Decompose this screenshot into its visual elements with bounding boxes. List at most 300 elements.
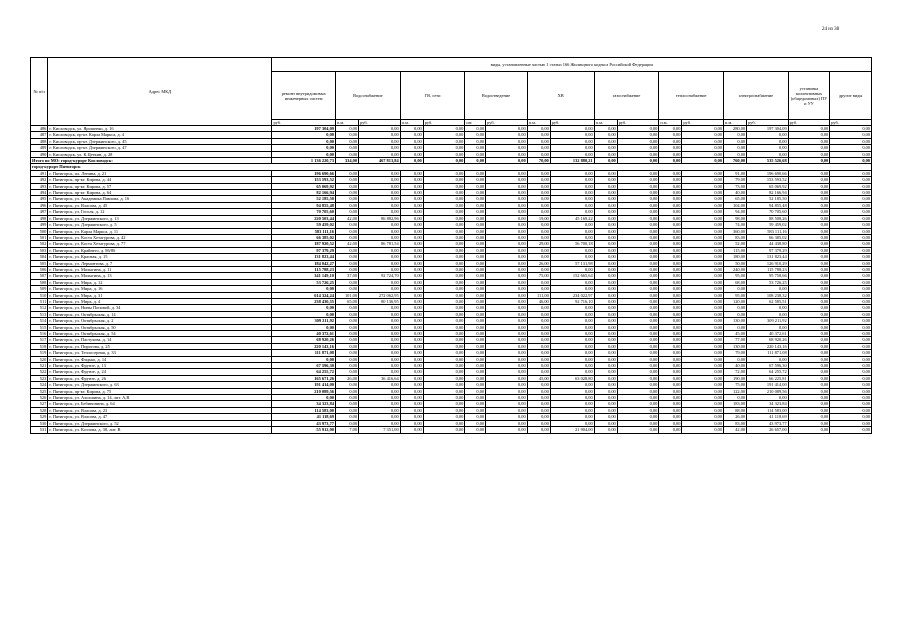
value-cell: 0,00 <box>594 228 617 234</box>
value-cell: 0,00 <box>724 151 747 157</box>
value-cell: 43 973,77 <box>747 420 789 426</box>
value-cell: 0,00 <box>400 158 423 164</box>
value-cell: 131 823,44 <box>747 254 789 260</box>
value-cell: 7 351,00 <box>359 427 401 433</box>
address-cell: г. Пятигорск, ул. Мира, д. 31 <box>48 292 272 298</box>
value-cell: 0,00 <box>400 407 423 413</box>
value-cell: 0,00 <box>617 241 659 247</box>
address-cell: г. Пятигорск, пр-кт. Кирова, д. 64 <box>48 190 272 196</box>
address-cell: г. Пятигорск, ул. Малыгина, д. 13 <box>48 273 272 279</box>
value-cell: 0,00 <box>830 343 872 349</box>
value-cell: 0,00 <box>335 414 358 420</box>
row-number: 494 <box>31 190 48 196</box>
value-cell: 0,00 <box>335 305 358 311</box>
value-cell: 0,00 <box>465 414 486 420</box>
address-cell: г. Пятигорск, пр-кт. Кирова, д. 44 <box>48 177 272 183</box>
value-cell: 130,00 <box>724 318 747 324</box>
value-cell: 0,00 <box>830 401 872 407</box>
value-cell: 191 414,00 <box>272 382 336 388</box>
value-cell: 0,00 <box>527 414 550 420</box>
value-cell: 0,00 <box>830 395 872 401</box>
value-cell: 0,00 <box>682 292 724 298</box>
value-cell: 0,00 <box>400 222 423 228</box>
address-cell: г. Пятигорск, ул. Коста Хетагурова, д. 77 <box>48 241 272 247</box>
value-cell: 0,00 <box>272 145 336 151</box>
address-cell: г. Пятигорск, ул. Пастухова, д. 14 <box>48 337 272 343</box>
value-cell: 0,00 <box>465 247 486 253</box>
value-cell: 26 657,00 <box>747 427 789 433</box>
value-cell: 0,00 <box>617 132 659 138</box>
value-cell: 0,00 <box>359 145 401 151</box>
value-cell: 0,00 <box>550 145 594 151</box>
value-cell: 0,00 <box>527 247 550 253</box>
value-cell: 0,00 <box>423 247 465 253</box>
value-cell: 0,00 <box>400 202 423 208</box>
row-number: 521 <box>31 363 48 369</box>
value-cell: 0,00 <box>527 190 550 196</box>
value-cell: 0,00 <box>359 190 401 196</box>
value-cell: 0,00 <box>465 266 486 272</box>
value-cell: 0,00 <box>788 126 830 132</box>
value-cell: 0,00 <box>788 427 830 433</box>
value-cell: 72,00 <box>724 369 747 375</box>
value-cell: 0,00 <box>788 388 830 394</box>
value-cell: 309 211,92 <box>272 318 336 324</box>
value-cell: 0,00 <box>594 318 617 324</box>
value-cell: 0,00 <box>359 350 401 356</box>
value-cell: 0,00 <box>486 420 528 426</box>
row-number: 517 <box>31 337 48 343</box>
row-number: 496 <box>31 202 48 208</box>
value-cell: 0,00 <box>594 369 617 375</box>
value-cell: 0,00 <box>272 356 336 362</box>
value-cell: 0,00 <box>527 350 550 356</box>
value-cell: 0,00 <box>830 279 872 285</box>
address-cell: г. Пятигорск, ул. Пирогова, д. 25 <box>48 343 272 349</box>
value-cell: 1 136 220,73 <box>272 158 336 164</box>
value-cell: 126 910,29 <box>747 260 789 266</box>
value-cell: 0,00 <box>550 209 594 215</box>
value-cell: 0,00 <box>400 343 423 349</box>
value-cell: 0,00 <box>659 202 682 208</box>
row-number: 497 <box>31 209 48 215</box>
value-cell: 0,00 <box>527 234 550 240</box>
value-cell: 111 871,08 <box>272 350 336 356</box>
value-cell: 0,00 <box>617 311 659 317</box>
value-cell: 0,00 <box>335 151 358 157</box>
value-cell: 0,00 <box>465 202 486 208</box>
value-cell: 0,00 <box>400 350 423 356</box>
value-cell: 0,00 <box>659 286 682 292</box>
value-cell: 0,00 <box>486 298 528 304</box>
value-cell: 0,00 <box>335 183 358 189</box>
value-cell: 0,00 <box>682 311 724 317</box>
value-cell: 0,00 <box>359 388 401 394</box>
value-cell: 0,00 <box>830 196 872 202</box>
value-cell: 0,00 <box>659 388 682 394</box>
value-cell: 0,00 <box>594 183 617 189</box>
value-cell: 0,00 <box>486 260 528 266</box>
value-cell: 0,00 <box>788 170 830 176</box>
value-cell: 0,00 <box>527 228 550 234</box>
value-cell: 0,00 <box>423 215 465 221</box>
value-cell: 0,00 <box>527 343 550 349</box>
value-cell: 0,00 <box>359 401 401 407</box>
value-cell: 0,00 <box>400 286 423 292</box>
value-cell: 0,00 <box>359 363 401 369</box>
address-cell: г. Пятигорск, ул. Власова, д. 47 <box>48 414 272 420</box>
value-cell: 75,00 <box>724 382 747 388</box>
value-cell: 0,00 <box>788 331 830 337</box>
value-cell: 0,00 <box>659 324 682 330</box>
value-cell: 0,00 <box>788 298 830 304</box>
value-cell: 153 593,52 <box>272 177 336 183</box>
col-heat-header: теплоснабжение <box>659 72 724 120</box>
value-cell: 56 700,18 <box>550 241 594 247</box>
value-cell: 0,00 <box>400 331 423 337</box>
value-cell: 0,00 <box>830 126 872 132</box>
value-cell: 0,00 <box>400 292 423 298</box>
value-cell: 0,00 <box>423 202 465 208</box>
value-cell: 0,00 <box>617 170 659 176</box>
value-cell: 0,00 <box>659 395 682 401</box>
value-cell: 0,00 <box>594 427 617 433</box>
value-cell: 0,00 <box>423 407 465 413</box>
value-cell: 0,00 <box>335 266 358 272</box>
value-cell: 0,00 <box>335 401 358 407</box>
value-cell: 0,00 <box>682 228 724 234</box>
value-cell: 0,00 <box>550 350 594 356</box>
value-cell: 0,00 <box>465 324 486 330</box>
value-cell: 77,00 <box>724 337 747 343</box>
row-number: 520 <box>31 356 48 362</box>
row-number: 530 <box>31 420 48 426</box>
value-cell: 65,00 <box>335 298 358 304</box>
value-cell: 26,00 <box>724 414 747 420</box>
value-cell: 0,00 <box>423 196 465 202</box>
value-cell: 111 871,08 <box>747 350 789 356</box>
value-cell: 0,00 <box>682 337 724 343</box>
value-cell: 0,00 <box>335 343 358 349</box>
value-cell: 0,00 <box>465 369 486 375</box>
value-cell: 0,00 <box>527 401 550 407</box>
value-cell: 0,00 <box>659 209 682 215</box>
value-cell: 0,00 <box>830 350 872 356</box>
value-cell: 0,00 <box>400 145 423 151</box>
value-cell: 0,00 <box>335 138 358 144</box>
row-number: 507 <box>31 273 48 279</box>
value-cell: 0,00 <box>335 388 358 394</box>
value-cell: 184 042,27 <box>272 260 336 266</box>
value-cell: 0,00 <box>359 382 401 388</box>
value-cell: 0,00 <box>527 420 550 426</box>
value-cell: 0,00 <box>594 190 617 196</box>
value-cell: 0,00 <box>400 369 423 375</box>
value-cell: 0,00 <box>659 414 682 420</box>
value-cell: 0,00 <box>400 170 423 176</box>
value-cell: 0,00 <box>682 183 724 189</box>
value-cell: 0,00 <box>682 209 724 215</box>
unit-cell: шт. <box>465 120 486 126</box>
address-cell: г. Пятигорск, ул. Октябрьская, д. 54 <box>48 331 272 337</box>
value-cell: 0,00 <box>682 407 724 413</box>
col-sewer-header: Водоотведение <box>465 72 527 120</box>
value-cell: 0,00 <box>465 132 486 138</box>
address-cell: г. Пятигорск, ул. Дзержинского, д. 63 <box>48 382 272 388</box>
value-cell: 0,00 <box>486 356 528 362</box>
value-cell: 0,00 <box>550 247 594 253</box>
value-cell: 0,00 <box>747 395 789 401</box>
value-cell: 83,00 <box>724 420 747 426</box>
value-cell: 59 459,02 <box>747 222 789 228</box>
value-cell: 0,00 <box>486 318 528 324</box>
value-cell: 0,00 <box>659 382 682 388</box>
value-cell: 44 438,80 <box>747 241 789 247</box>
value-cell: 29,00 <box>527 241 550 247</box>
value-cell: 0,00 <box>747 132 789 138</box>
value-cell: 0,00 <box>682 254 724 260</box>
value-cell: 0,00 <box>486 401 528 407</box>
value-cell: 0,00 <box>400 196 423 202</box>
value-cell: 0,00 <box>550 363 594 369</box>
address-cell: г. Пятигорск, ул. Малыгина, д. 11 <box>48 266 272 272</box>
value-cell: 0,00 <box>527 145 550 151</box>
value-cell: 0,00 <box>486 247 528 253</box>
row-number: 486 <box>31 126 48 132</box>
address-cell: г. Пятигорск, ул. Бебинонина, д. 64 <box>48 401 272 407</box>
value-cell: 0,00 <box>747 324 789 330</box>
value-cell: 0,00 <box>486 228 528 234</box>
value-cell: 0,00 <box>659 375 682 381</box>
value-cell: 0,00 <box>423 382 465 388</box>
value-cell: 0,00 <box>594 279 617 285</box>
value-cell: 0,00 <box>465 343 486 349</box>
value-cell: 0,00 <box>486 311 528 317</box>
value-cell: 760,00 <box>724 158 747 164</box>
value-cell: 0,00 <box>617 254 659 260</box>
value-cell: 0,00 <box>400 395 423 401</box>
value-cell: 0,00 <box>594 407 617 413</box>
value-cell: 0,00 <box>659 356 682 362</box>
value-cell: 0,00 <box>465 375 486 381</box>
value-cell: 0,00 <box>594 222 617 228</box>
value-cell: 0,00 <box>423 369 465 375</box>
value-cell: 19,00 <box>527 215 550 221</box>
value-cell: 45,00 <box>724 331 747 337</box>
value-cell: 64 255,72 <box>747 369 789 375</box>
value-cell: 0,00 <box>617 215 659 221</box>
value-cell: 0,00 <box>335 260 358 266</box>
value-cell: 0,00 <box>788 420 830 426</box>
row-number: 487 <box>31 132 48 138</box>
value-cell: 0,00 <box>747 286 789 292</box>
value-cell: 41 118,69 <box>747 414 789 420</box>
value-cell: 0,00 <box>335 356 358 362</box>
value-cell: 0,00 <box>659 305 682 311</box>
value-cell: 0,00 <box>830 311 872 317</box>
value-cell: 0,00 <box>465 401 486 407</box>
value-cell: 0,00 <box>617 324 659 330</box>
value-cell: 0,00 <box>400 228 423 234</box>
address-cell: г. Пятигорск, ул. Крайнего, д. 86/86 <box>48 247 272 253</box>
value-cell: 0,00 <box>788 311 830 317</box>
value-cell: 0,00 <box>830 254 872 260</box>
value-cell: 0,00 <box>486 158 528 164</box>
value-cell: 0,00 <box>594 273 617 279</box>
value-cell: 0,00 <box>659 427 682 433</box>
value-cell: 115 788,23 <box>747 266 789 272</box>
value-cell: 0,00 <box>335 209 358 215</box>
value-cell: 0,00 <box>788 260 830 266</box>
value-cell: 0,00 <box>486 279 528 285</box>
value-cell: 0,00 <box>465 234 486 240</box>
value-cell: 0,00 <box>788 369 830 375</box>
row-number: 502 <box>31 241 48 247</box>
value-cell: 0,00 <box>830 273 872 279</box>
value-cell: 0,00 <box>682 388 724 394</box>
value-cell: 0,00 <box>335 254 358 260</box>
address-cell: г. Пятигорск, ул. Красная, д. 15 <box>48 254 272 260</box>
value-cell: 7,00 <box>335 427 358 433</box>
value-cell: 0,00 <box>830 138 872 144</box>
value-cell: 0,00 <box>617 196 659 202</box>
value-cell: 45 169,22 <box>550 215 594 221</box>
value-cell: 0,00 <box>465 286 486 292</box>
value-cell: 196 690,66 <box>747 170 789 176</box>
value-cell: 0,00 <box>359 407 401 413</box>
value-cell: 0,00 <box>617 382 659 388</box>
value-cell: 0,00 <box>335 170 358 176</box>
value-cell: 0,00 <box>423 388 465 394</box>
address-cell: г. Пятигорск, ул. Октябрьская, д. 50 <box>48 324 272 330</box>
row-number: 495 <box>31 196 48 202</box>
total-label: Итого по МО: город-курорт Кисловодск: <box>31 158 272 164</box>
value-cell: 0,00 <box>830 215 872 221</box>
value-cell: 0,00 <box>594 337 617 343</box>
value-cell: 34 323,84 <box>272 401 336 407</box>
value-cell: 0,00 <box>486 177 528 183</box>
value-cell: 0,00 <box>359 343 401 349</box>
value-cell: 0,00 <box>682 324 724 330</box>
value-cell: 0,00 <box>400 234 423 240</box>
value-cell: 0,00 <box>335 145 358 151</box>
address-cell: г. Кисловодск, ул. Ярошенко, д. 16 <box>48 126 272 132</box>
value-cell: 0,00 <box>788 401 830 407</box>
value-cell: 0,00 <box>465 350 486 356</box>
value-cell: 0,00 <box>465 292 486 298</box>
value-cell: 46,00 <box>527 298 550 304</box>
value-cell: 583 111,16 <box>747 228 789 234</box>
value-cell: 0,00 <box>465 427 486 433</box>
value-cell: 0,00 <box>550 234 594 240</box>
value-cell: 0,00 <box>550 170 594 176</box>
value-cell: 0,00 <box>550 407 594 413</box>
value-cell: 0,00 <box>400 420 423 426</box>
unit-cell: руб. <box>359 120 401 126</box>
value-cell: 0,00 <box>594 356 617 362</box>
value-cell: 0,00 <box>830 260 872 266</box>
value-cell: 53 726,25 <box>272 279 336 285</box>
value-cell: 0,00 <box>400 401 423 407</box>
address-cell: г. Пятигорск, ул. Нины Поповой, д. 34 <box>48 305 272 311</box>
value-cell: 0,00 <box>465 138 486 144</box>
value-cell: 0,00 <box>423 126 465 132</box>
value-cell: 0,00 <box>617 202 659 208</box>
value-cell: 0,00 <box>617 350 659 356</box>
value-cell: 0,00 <box>682 145 724 151</box>
value-cell: 220 503,44 <box>272 215 336 221</box>
value-cell: 583 111,16 <box>272 228 336 234</box>
value-cell: 183,00 <box>724 401 747 407</box>
value-cell: 0,00 <box>400 363 423 369</box>
value-cell: 0,00 <box>527 222 550 228</box>
value-cell: 36 416,64 <box>359 375 401 381</box>
value-cell: 0,00 <box>335 420 358 426</box>
value-cell: 67 596,30 <box>272 363 336 369</box>
unit-cell: руб. <box>486 120 528 126</box>
value-cell: 0,00 <box>788 247 830 253</box>
value-cell: 0,00 <box>400 260 423 266</box>
value-cell: 0,00 <box>465 183 486 189</box>
value-cell: 0,00 <box>830 266 872 272</box>
value-cell: 197 304,09 <box>272 126 336 132</box>
value-cell: 309 211,92 <box>747 318 789 324</box>
value-cell: 53 726,25 <box>747 279 789 285</box>
row-number: 499 <box>31 222 48 228</box>
value-cell: 0,00 <box>272 324 336 330</box>
value-cell: 0,00 <box>486 126 528 132</box>
row-number: 504 <box>31 254 48 260</box>
value-cell: 57 131,98 <box>550 260 594 266</box>
value-cell: 0,00 <box>423 190 465 196</box>
value-cell: 0,00 <box>486 266 528 272</box>
value-cell: 0,00 <box>682 363 724 369</box>
value-cell: 0,00 <box>527 395 550 401</box>
unit-cell: руб. <box>682 120 724 126</box>
value-cell: 0,00 <box>423 260 465 266</box>
value-cell: 42,00 <box>335 241 358 247</box>
value-cell: 0,00 <box>400 337 423 343</box>
row-number: 514 <box>31 318 48 324</box>
value-cell: 0,00 <box>550 401 594 407</box>
value-cell: 0,00 <box>400 138 423 144</box>
value-cell: 0,00 <box>830 222 872 228</box>
value-cell: 68 920,26 <box>272 337 336 343</box>
value-cell: 0,00 <box>465 196 486 202</box>
row-number: 511 <box>31 298 48 304</box>
group-header: виды, установленные частью 1 статьи 166 Жилищного кодекса Российской Федерации <box>272 58 872 72</box>
value-cell: 0,00 <box>659 350 682 356</box>
address-cell: г. Пятигорск, пр-кт. Кирова, д. 57 <box>48 183 272 189</box>
row-number: 531 <box>31 427 48 433</box>
value-cell: 0,00 <box>682 202 724 208</box>
value-cell: 0,00 <box>659 363 682 369</box>
value-cell: 0,00 <box>594 170 617 176</box>
value-cell: 0,00 <box>550 177 594 183</box>
value-cell: 70 705,60 <box>272 209 336 215</box>
value-cell: 91,00 <box>724 170 747 176</box>
value-cell: 0,00 <box>594 401 617 407</box>
value-cell: 0,00 <box>423 292 465 298</box>
row-number: 490 <box>31 151 48 157</box>
value-cell: 0,00 <box>359 209 401 215</box>
value-cell: 0,00 <box>788 273 830 279</box>
value-cell: 42,00 <box>335 215 358 221</box>
value-cell: 0,00 <box>423 183 465 189</box>
col-gas-header: газоснабжение <box>594 72 659 120</box>
table-row <box>31 427 872 433</box>
value-cell: 0,00 <box>335 132 358 138</box>
